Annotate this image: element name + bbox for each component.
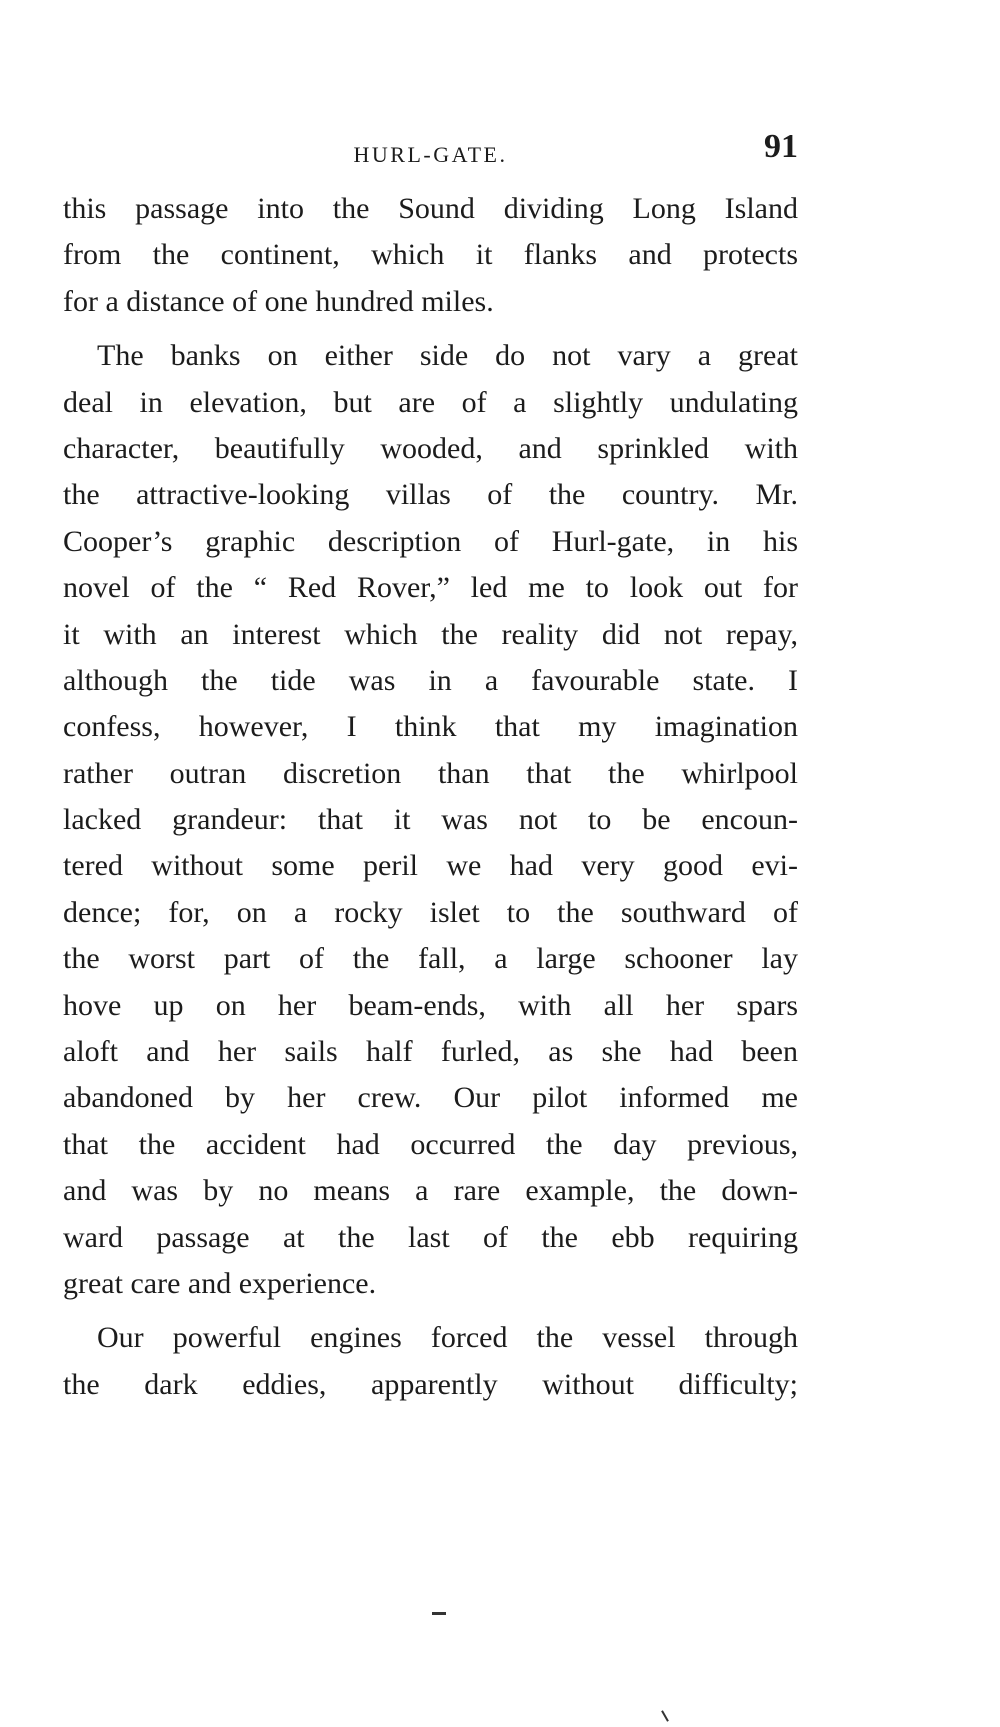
text-line: character, beautifully wooded, and sprinkled with	[63, 431, 798, 465]
text-line: ward passage at the last of the ebb requiring	[63, 1220, 798, 1254]
paragraph-1	[63, 186, 798, 325]
page-number: 91	[764, 128, 798, 165]
text-line: for a distance of one hundred miles.	[63, 284, 494, 318]
text-line: the worst part of the fall, a large schooner lay	[63, 942, 798, 976]
text-line: abandoned by her crew. Our pilot informed me	[63, 1081, 798, 1115]
text-line: tered without some peril we had very good evi-	[63, 849, 798, 883]
text-line: the attractive-looking villas of the country. Mr.	[63, 478, 798, 512]
text-line: Our powerful engines forced the vessel through	[97, 1321, 798, 1355]
text-line: hove up on her beam-ends, with all her spars	[63, 988, 798, 1022]
text-line: dence; for, on a rocky islet to the southward of	[63, 895, 798, 929]
paragraph-2	[63, 333, 798, 1307]
text-line: rather outran discretion than that the whirlpool	[63, 756, 798, 790]
text-line: novel of the “ Red Rover,” led me to look out for	[63, 571, 798, 605]
print-mark	[432, 1612, 446, 1615]
print-mark	[661, 1710, 669, 1721]
text-line: The banks on either side do not vary a great	[97, 339, 798, 373]
text-line: great care and experience.	[63, 1266, 377, 1300]
text-line: and was by no means a rare example, the down-	[63, 1174, 798, 1208]
running-title: HURL-GATE.	[353, 142, 508, 167]
text-line: confess, however, I think that my imagination	[63, 710, 798, 744]
text-line: the dark eddies, apparently without difficulty;	[63, 1367, 798, 1401]
body-text	[63, 186, 798, 1408]
text-line: aloft and her sails half furled, as she had been	[63, 1035, 798, 1069]
text-line: from the continent, which it flanks and protects	[63, 238, 798, 272]
text-line: deal in elevation, but are of a slightly undulating	[63, 385, 798, 419]
text-line: it with an interest which the reality did not repay,	[63, 617, 798, 651]
running-head	[63, 128, 798, 178]
text-line: this passage into the Sound dividing Long Island	[63, 192, 798, 225]
text-line: Cooper’s graphic description of Hurl-gate, in his	[63, 524, 798, 558]
text-line: although the tide was in a favourable state. I	[63, 663, 798, 697]
text-line: lacked grandeur: that it was not to be encoun-	[63, 803, 798, 837]
text-line: that the accident had occurred the day previous,	[63, 1127, 798, 1161]
paragraph-3	[63, 1315, 798, 1408]
